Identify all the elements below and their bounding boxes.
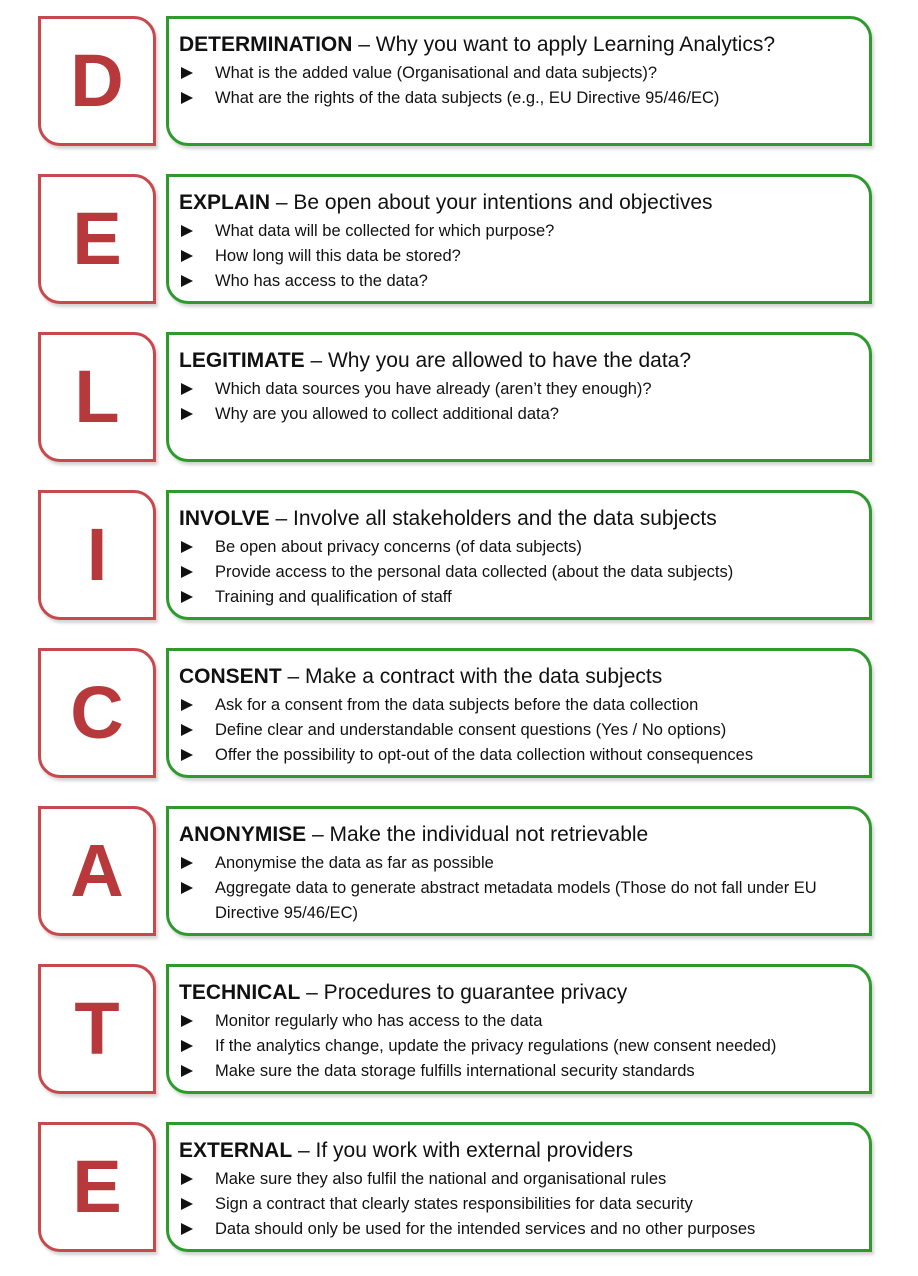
letter-box: [38, 490, 156, 620]
letter-box: [38, 174, 156, 304]
section-keyword: DETERMINATION: [179, 33, 353, 56]
arrow-bullet-icon: [181, 92, 193, 104]
bullet-item: What are the rights of the data subjects (e.g., EU Directive 95/46/EC): [179, 86, 735, 111]
bullet-list: [179, 851, 857, 926]
bullet-item: Make sure they also fulfil the national and organisational rules: [179, 1167, 857, 1192]
arrow-bullet-icon: [181, 1065, 193, 1077]
bullet-list: [179, 219, 857, 294]
section-consent: [0, 648, 918, 780]
bullet-list: [179, 535, 857, 610]
bullet-item: Data should only be used for the intended services and no other purposes: [179, 1217, 857, 1242]
bullet-list: [179, 61, 857, 111]
letter-box: [38, 964, 156, 1094]
bullet-item: What data will be collected for which purpose?: [179, 219, 857, 244]
section-content: [166, 332, 872, 462]
letter-box: [38, 16, 156, 146]
section-legitimate: [0, 332, 918, 464]
bullet-item: Provide access to the personal data collected (about the data subjects): [179, 560, 857, 585]
section-title: – Involve all stakeholders and the data subjects: [275, 507, 717, 530]
bullet-item: Sign a contract that clearly states responsibilities for data security: [179, 1192, 857, 1217]
section-letter: A: [70, 829, 124, 912]
bullet-list: [179, 1009, 857, 1084]
arrow-bullet-icon: [181, 566, 193, 578]
bullet-item: Which data sources you have already (aren’t they enough)?: [179, 377, 857, 402]
arrow-bullet-icon: [181, 1040, 193, 1052]
arrow-bullet-icon: [181, 408, 193, 420]
section-title: – If you work with external providers: [298, 1139, 634, 1162]
section-heading: [179, 189, 857, 217]
section-heading: [179, 1137, 857, 1165]
section-content: [166, 174, 872, 304]
section-keyword: ANONYMISE: [179, 823, 307, 846]
arrow-bullet-icon: [181, 225, 193, 237]
letter-box: [38, 648, 156, 778]
bullet-item: What is the added value (Organisational and data subjects)?: [179, 61, 857, 86]
section-letter: C: [70, 671, 124, 754]
bullet-list: [179, 1167, 857, 1242]
section-involve: [0, 490, 918, 622]
section-keyword: CONSENT: [179, 665, 282, 688]
letter-box: [38, 332, 156, 462]
bullet-item: Aggregate data to generate abstract metadata models (Those do not fall under EU Directive 95/46/EC): [179, 876, 835, 926]
section-explain: [0, 174, 918, 306]
section-heading: [179, 347, 857, 375]
section-letter: T: [74, 987, 120, 1070]
section-content: [166, 964, 872, 1094]
bullet-item: Define clear and understandable consent questions (Yes / No options): [179, 718, 857, 743]
arrow-bullet-icon: [181, 724, 193, 736]
section-heading: [179, 821, 857, 849]
bullet-list: [179, 693, 857, 768]
arrow-bullet-icon: [181, 250, 193, 262]
section-content: [166, 490, 872, 620]
bullet-item: Be open about privacy concerns (of data subjects): [179, 535, 857, 560]
arrow-bullet-icon: [181, 67, 193, 79]
section-title: – Make the individual not retrievable: [312, 823, 649, 846]
arrow-bullet-icon: [181, 882, 193, 894]
section-title: – Why you want to apply Learning Analytics?: [358, 33, 776, 56]
section-determination: [0, 16, 918, 148]
bullet-item: How long will this data be stored?: [179, 244, 857, 269]
section-letter: L: [74, 355, 120, 438]
section-title: – Procedures to guarantee privacy: [306, 981, 628, 1004]
section-heading: [179, 31, 857, 59]
section-title: – Be open about your intentions and objectives: [275, 191, 713, 214]
bullet-item: Anonymise the data as far as possible: [179, 851, 857, 876]
section-letter: D: [70, 39, 124, 122]
bullet-list: [179, 377, 857, 427]
section-letter: E: [72, 197, 122, 280]
section-heading: [179, 979, 857, 1007]
section-keyword: TECHNICAL: [179, 981, 301, 1004]
arrow-bullet-icon: [181, 749, 193, 761]
letter-box: [38, 806, 156, 936]
section-heading: [179, 663, 857, 691]
section-heading: [179, 505, 857, 533]
bullet-item: Training and qualification of staff: [179, 585, 857, 610]
section-content: [166, 806, 872, 936]
section-title: – Why you are allowed to have the data?: [310, 349, 692, 372]
section-letter: E: [72, 1145, 122, 1228]
bullet-item: Why are you allowed to collect additional data?: [179, 402, 857, 427]
arrow-bullet-icon: [181, 1198, 193, 1210]
bullet-item: Ask for a consent from the data subjects before the data collection: [179, 693, 857, 718]
section-keyword: EXTERNAL: [179, 1139, 293, 1162]
letter-box: [38, 1122, 156, 1252]
arrow-bullet-icon: [181, 1173, 193, 1185]
section-title: – Make a contract with the data subjects: [287, 665, 663, 688]
section-letter: I: [86, 513, 108, 596]
section-technical: [0, 964, 918, 1096]
section-content: [166, 16, 872, 146]
arrow-bullet-icon: [181, 275, 193, 287]
section-anonymise: [0, 806, 918, 938]
arrow-bullet-icon: [181, 591, 193, 603]
arrow-bullet-icon: [181, 1015, 193, 1027]
arrow-bullet-icon: [181, 541, 193, 553]
bullet-item: Offer the possibility to opt-out of the data collection without consequences: [179, 743, 857, 768]
arrow-bullet-icon: [181, 699, 193, 711]
section-keyword: INVOLVE: [179, 507, 270, 530]
bullet-item: If the analytics change, update the privacy regulations (new consent needed): [179, 1034, 857, 1059]
bullet-item: Make sure the data storage fulfills international security standards: [179, 1059, 857, 1084]
section-content: [166, 1122, 872, 1252]
section-keyword: LEGITIMATE: [179, 349, 305, 372]
section-external: [0, 1122, 918, 1254]
section-keyword: EXPLAIN: [179, 191, 271, 214]
arrow-bullet-icon: [181, 1223, 193, 1235]
section-content: [166, 648, 872, 778]
bullet-item: Who has access to the data?: [179, 269, 857, 294]
arrow-bullet-icon: [181, 857, 193, 869]
bullet-item: Monitor regularly who has access to the data: [179, 1009, 857, 1034]
arrow-bullet-icon: [181, 383, 193, 395]
